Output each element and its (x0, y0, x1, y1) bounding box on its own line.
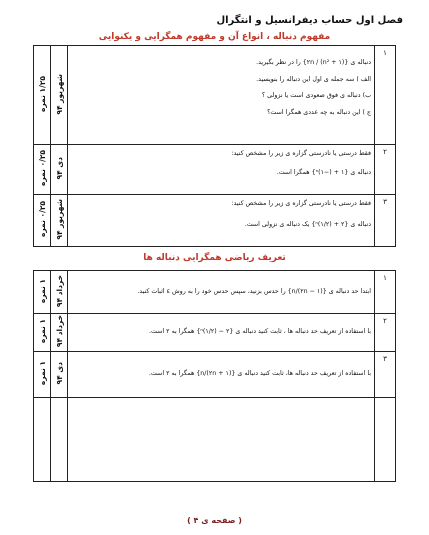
question-score: ۱ نمره (34, 271, 51, 314)
question-line: ب) دنباله ی فوق صعودی است یا نزولی ؟ (261, 92, 371, 99)
question-line: با استفاده از تعریف حد دنباله ها ، ثابت کنید دنباله ی {۲ − (۱/۲)ⁿ} همگرا به ۲ است. (148, 328, 371, 336)
exam-date: دی ۹۴ (51, 352, 68, 398)
question-body (68, 352, 375, 398)
question-number: ۱ (375, 46, 396, 145)
question-body (68, 145, 375, 195)
question-body (68, 195, 375, 247)
question-line: دنباله ی {۱ + (−۱)ⁿ} همگرا است. (276, 168, 371, 176)
questions-table-1 (33, 45, 396, 247)
question-line: فقط درستی یا نادرستی گزاره ی زیر را مشخص کنید: (231, 150, 371, 157)
question-body (68, 46, 375, 145)
exam-date: شهریور ۹۴ (51, 195, 68, 247)
question-body (68, 271, 375, 314)
blank-answer-area (34, 398, 396, 482)
question-number: ۱ (375, 271, 396, 314)
question-number: ۳ (375, 352, 396, 398)
page-title: فصل اول حساب دیفرانسیل و انتگرال (216, 15, 403, 26)
question-line: با استفاده از تعریف حد دنباله ها، ثابت کنید دنباله ی {(۲n + ۱)/n} همگرا به ۲ است. (148, 370, 371, 378)
question-row (34, 145, 396, 195)
question-line: ابتدا حد دنباله ی {(۲n − ۱)/n} را حدس بزنید، سپس حدس خود را به روش ε اثبات کنید. (137, 287, 371, 295)
exam-date: دی ۹۴ (51, 145, 68, 195)
question-row (34, 314, 396, 352)
question-number: ۲ (375, 314, 396, 352)
question-row (34, 352, 396, 398)
question-number: ۲ (375, 145, 396, 195)
exam-date: خرداد ۹۴ (51, 314, 68, 352)
question-score: ۱/۲۵ نمره (34, 46, 51, 145)
question-line: ج ) این دنباله به چه عددی همگرا است؟ (267, 108, 371, 116)
question-line: دنباله ی {۲n / (n² + ۱)} را در نظر بگیرید. (256, 59, 371, 66)
question-body (68, 314, 375, 352)
question-row (34, 195, 396, 247)
question-score: ۱ نمره (34, 352, 51, 398)
question-score: ۱ نمره (34, 314, 51, 352)
section-heading-sequences: مفهوم دنباله ، انواع آن و مفهوم همگرایی و یکنوایی (98, 32, 331, 42)
question-line: فقط درستی یا نادرستی گزاره ی زیر را مشخص کنید: (231, 200, 371, 207)
question-number: ۳ (375, 195, 396, 247)
question-score: ۰/۲۵ نمره (34, 195, 51, 247)
exam-date: خرداد ۹۴ (51, 271, 68, 314)
section-heading-convergence: تعریف ریاضی همگرایی دنباله ها (143, 253, 286, 263)
questions-table-2 (33, 270, 396, 482)
question-line: الف ) سه جمله ی اول این دنباله را بنویسید. (256, 75, 371, 83)
question-score: ۰/۲۵ نمره (34, 145, 51, 195)
question-line: دنباله ی {۲ + (۱/۲)ⁿ} یک دنباله ی نزولی است. (244, 220, 371, 228)
question-row (34, 46, 396, 145)
page-number: ( صفحه ی ۴ ) (187, 516, 242, 525)
exam-date: شهریور ۹۴ (51, 46, 68, 145)
question-row (34, 271, 396, 314)
